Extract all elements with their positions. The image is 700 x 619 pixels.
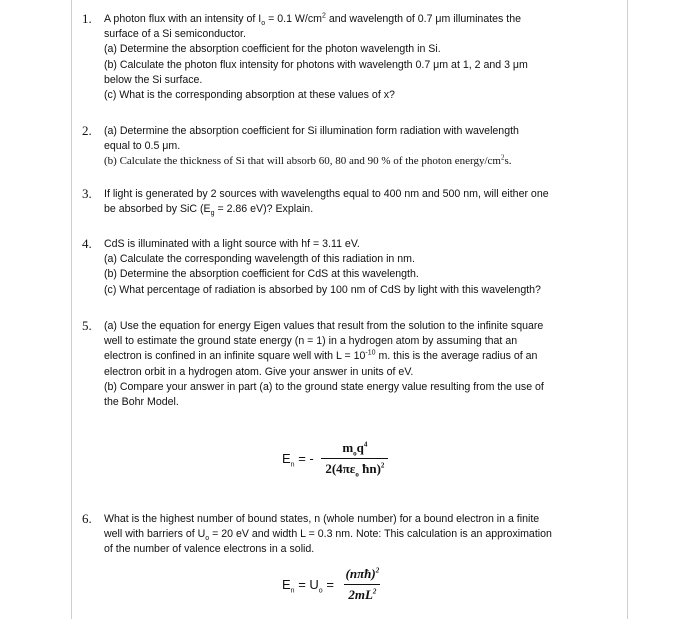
question-line: A photon flux with an intensity of $I_o = 0.1$ $W/cm^2$ and wavelength of 0.7 μm illuminates the — [104, 12, 522, 28]
question-5 — [82, 319, 612, 410]
page-right-edge — [627, 0, 628, 619]
question-3 — [82, 187, 612, 217]
question-line: well to estimate the ground state energy (n = 1) in a hydrogen atom by assuming that an — [104, 335, 518, 348]
question-line: (a) Determine the absorption coefficient for Si illumination form radiation with wavelength — [104, 125, 519, 137]
question-line: electron orbit in a hydrogen atom. Give your answer in units of eV. — [104, 365, 414, 378]
energy-eigenvalue-equation — [282, 440, 388, 477]
equation-numerator: (nπħ)$^2$ — [345, 566, 380, 581]
equation-numerator: $m_oq^4$ — [342, 440, 368, 458]
question-line: (b) Calculate the thickness of Si that will absorb 60, 80 and 90 % of the photon energy/$cm^2s$. — [104, 153, 512, 168]
equation-denominator: $2mL^2$ — [344, 584, 380, 603]
equation-fraction — [342, 566, 384, 603]
question-line: (b) Determine the absorption coefficient for CdS at this wavelength. — [104, 268, 419, 281]
equation-denominator: $2(4\pi\varepsilon_o$ ħn)$^2$ — [321, 458, 388, 477]
question-line: (a) Calculate the corresponding wavelength of this radiation in nm. — [104, 253, 415, 266]
question-number: 6. — [82, 511, 92, 526]
question-1 — [82, 12, 612, 103]
question-number: 3. — [82, 186, 92, 201]
equation-middle: = $U_o$ = — [294, 577, 338, 595]
question-line: electron is confined in an infinite square well with $L = 10^{-10}$ m. this is the average radius of an — [104, 349, 538, 363]
question-line: surface of a Si semiconductor. — [104, 28, 246, 41]
question-line: (a) Use the equation for energy Eigen values that result from the solution to the infinite square — [104, 320, 544, 332]
question-line: (b) Compare your answer in part (a) to the ground state energy value resulting from the use of — [104, 380, 544, 393]
page-left-edge — [71, 0, 72, 619]
question-line: (b) Calculate the photon flux intensity for photons with wavelength 0.7 μm at 1, 2 and 3 μm — [104, 58, 528, 71]
question-6 — [82, 512, 612, 558]
equation-lhs: $E_n$ — [282, 577, 295, 595]
question-line: be absorbed by SiC ($E_g = 2.86$ eV)? Explain. — [104, 203, 314, 218]
question-line: (c) What percentage of radiation is absorbed by 100 nm of CdS by light with this wavelength? — [104, 283, 541, 296]
question-line: What is the highest number of bound states, n (whole number) for a bound electron in a finite — [104, 513, 540, 525]
equation-lhs: $E_n$ — [282, 451, 295, 469]
question-line: equal to 0.5 μm. — [104, 140, 181, 153]
question-line: the Bohr Model. — [104, 396, 179, 409]
question-line: If light is generated by 2 sources with wavelengths equal to 400 nm and 500 nm, will either one — [104, 188, 549, 200]
question-line: below the Si surface. — [104, 73, 203, 86]
question-number: 5. — [82, 318, 92, 333]
question-line: (a) Determine the absorption coefficient for the photon wavelength in Si. — [104, 43, 441, 56]
question-line: well with barriers of $U_o = 20$ eV and width L = 0.3 nm. Note: This calculation is an approximation — [104, 528, 552, 543]
question-line: of the number of valence electrons in a solid. — [104, 543, 315, 556]
question-line: CdS is illuminated with a light source with hf = 3.11 eV. — [104, 238, 360, 250]
question-4 — [82, 237, 612, 298]
equation-fraction — [321, 440, 388, 477]
equation-operator: = - — [294, 451, 318, 466]
finite-well-equation — [282, 566, 383, 603]
question-line: (c) What is the corresponding absorption at these values of x? — [104, 89, 395, 102]
question-number: 1. — [82, 11, 92, 26]
question-number: 4. — [82, 236, 92, 251]
question-number: 2. — [82, 123, 92, 138]
question-2 — [82, 124, 612, 170]
